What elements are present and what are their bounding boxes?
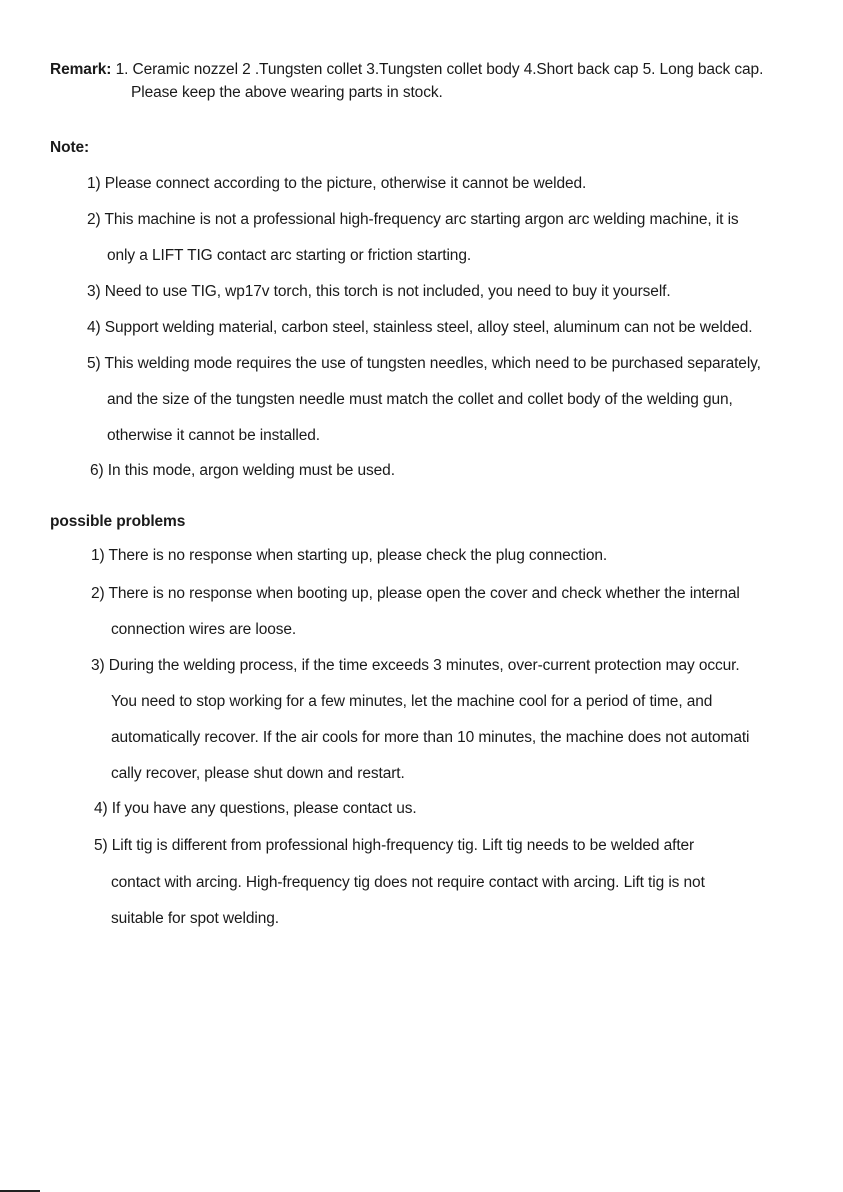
problem-item: 3) During the welding process, if the time exceeds 3 minutes, over-current protection may occur.	[91, 657, 740, 674]
note-heading: Note:	[50, 139, 90, 156]
note-item-continuation: otherwise it cannot be installed.	[107, 427, 320, 444]
problem-item-continuation: suitable for spot welding.	[111, 910, 279, 927]
note-item-continuation: only a LIFT TIG contact arc starting or friction starting.	[107, 247, 472, 264]
note-item: 5) This welding mode requires the use of tungsten needles, which need to be purchased separately,	[87, 355, 761, 372]
problem-item: 5) Lift tig is different from professional high-frequency tig. Lift tig needs to be welded after	[94, 837, 695, 854]
problem-item: 1) There is no response when starting up, please check the plug connection.	[91, 547, 608, 564]
problem-item-continuation: connection wires are loose.	[111, 621, 297, 638]
remark-line-1	[50, 60, 763, 80]
problem-item: 4) If you have any questions, please contact us.	[94, 800, 417, 817]
note-item: 2) This machine is not a professional high-frequency arc starting argon arc welding machine, it is	[87, 211, 739, 228]
note-item-continuation: and the size of the tungsten needle must match the collet and collet body of the welding gun,	[107, 391, 733, 408]
note-item: 6) In this mode, argon welding must be used.	[90, 462, 395, 479]
note-item: 3) Need to use TIG, wp17v torch, this torch is not included, you need to buy it yourself.	[87, 283, 671, 300]
remark-text: 1. Ceramic nozzel 2 .Tungsten collet 3.Tungsten collet body 4.Short back cap 5. Long back cap.	[115, 61, 764, 78]
problem-item-continuation: automatically recover. If the air cools for more than 10 minutes, the machine does not automati	[111, 729, 750, 746]
remark-label: Remark:	[50, 61, 112, 78]
remark-line-2: Please keep the above wearing parts in stock.	[131, 84, 443, 101]
problem-item-continuation: cally recover, please shut down and restart.	[111, 765, 405, 782]
problem-item-continuation: You need to stop working for a few minutes, let the machine cool for a period of time, and	[111, 693, 713, 710]
problem-item: 2) There is no response when booting up, please open the cover and check whether the internal	[91, 585, 740, 602]
note-item: 1) Please connect according to the picture, otherwise it cannot be welded.	[87, 175, 587, 192]
problems-heading: possible problems	[50, 513, 186, 530]
note-item: 4) Support welding material, carbon steel, stainless steel, alloy steel, aluminum can not be welded.	[87, 319, 753, 336]
problem-item-continuation: contact with arcing. High-frequency tig does not require contact with arcing. Lift tig is not	[111, 874, 705, 891]
